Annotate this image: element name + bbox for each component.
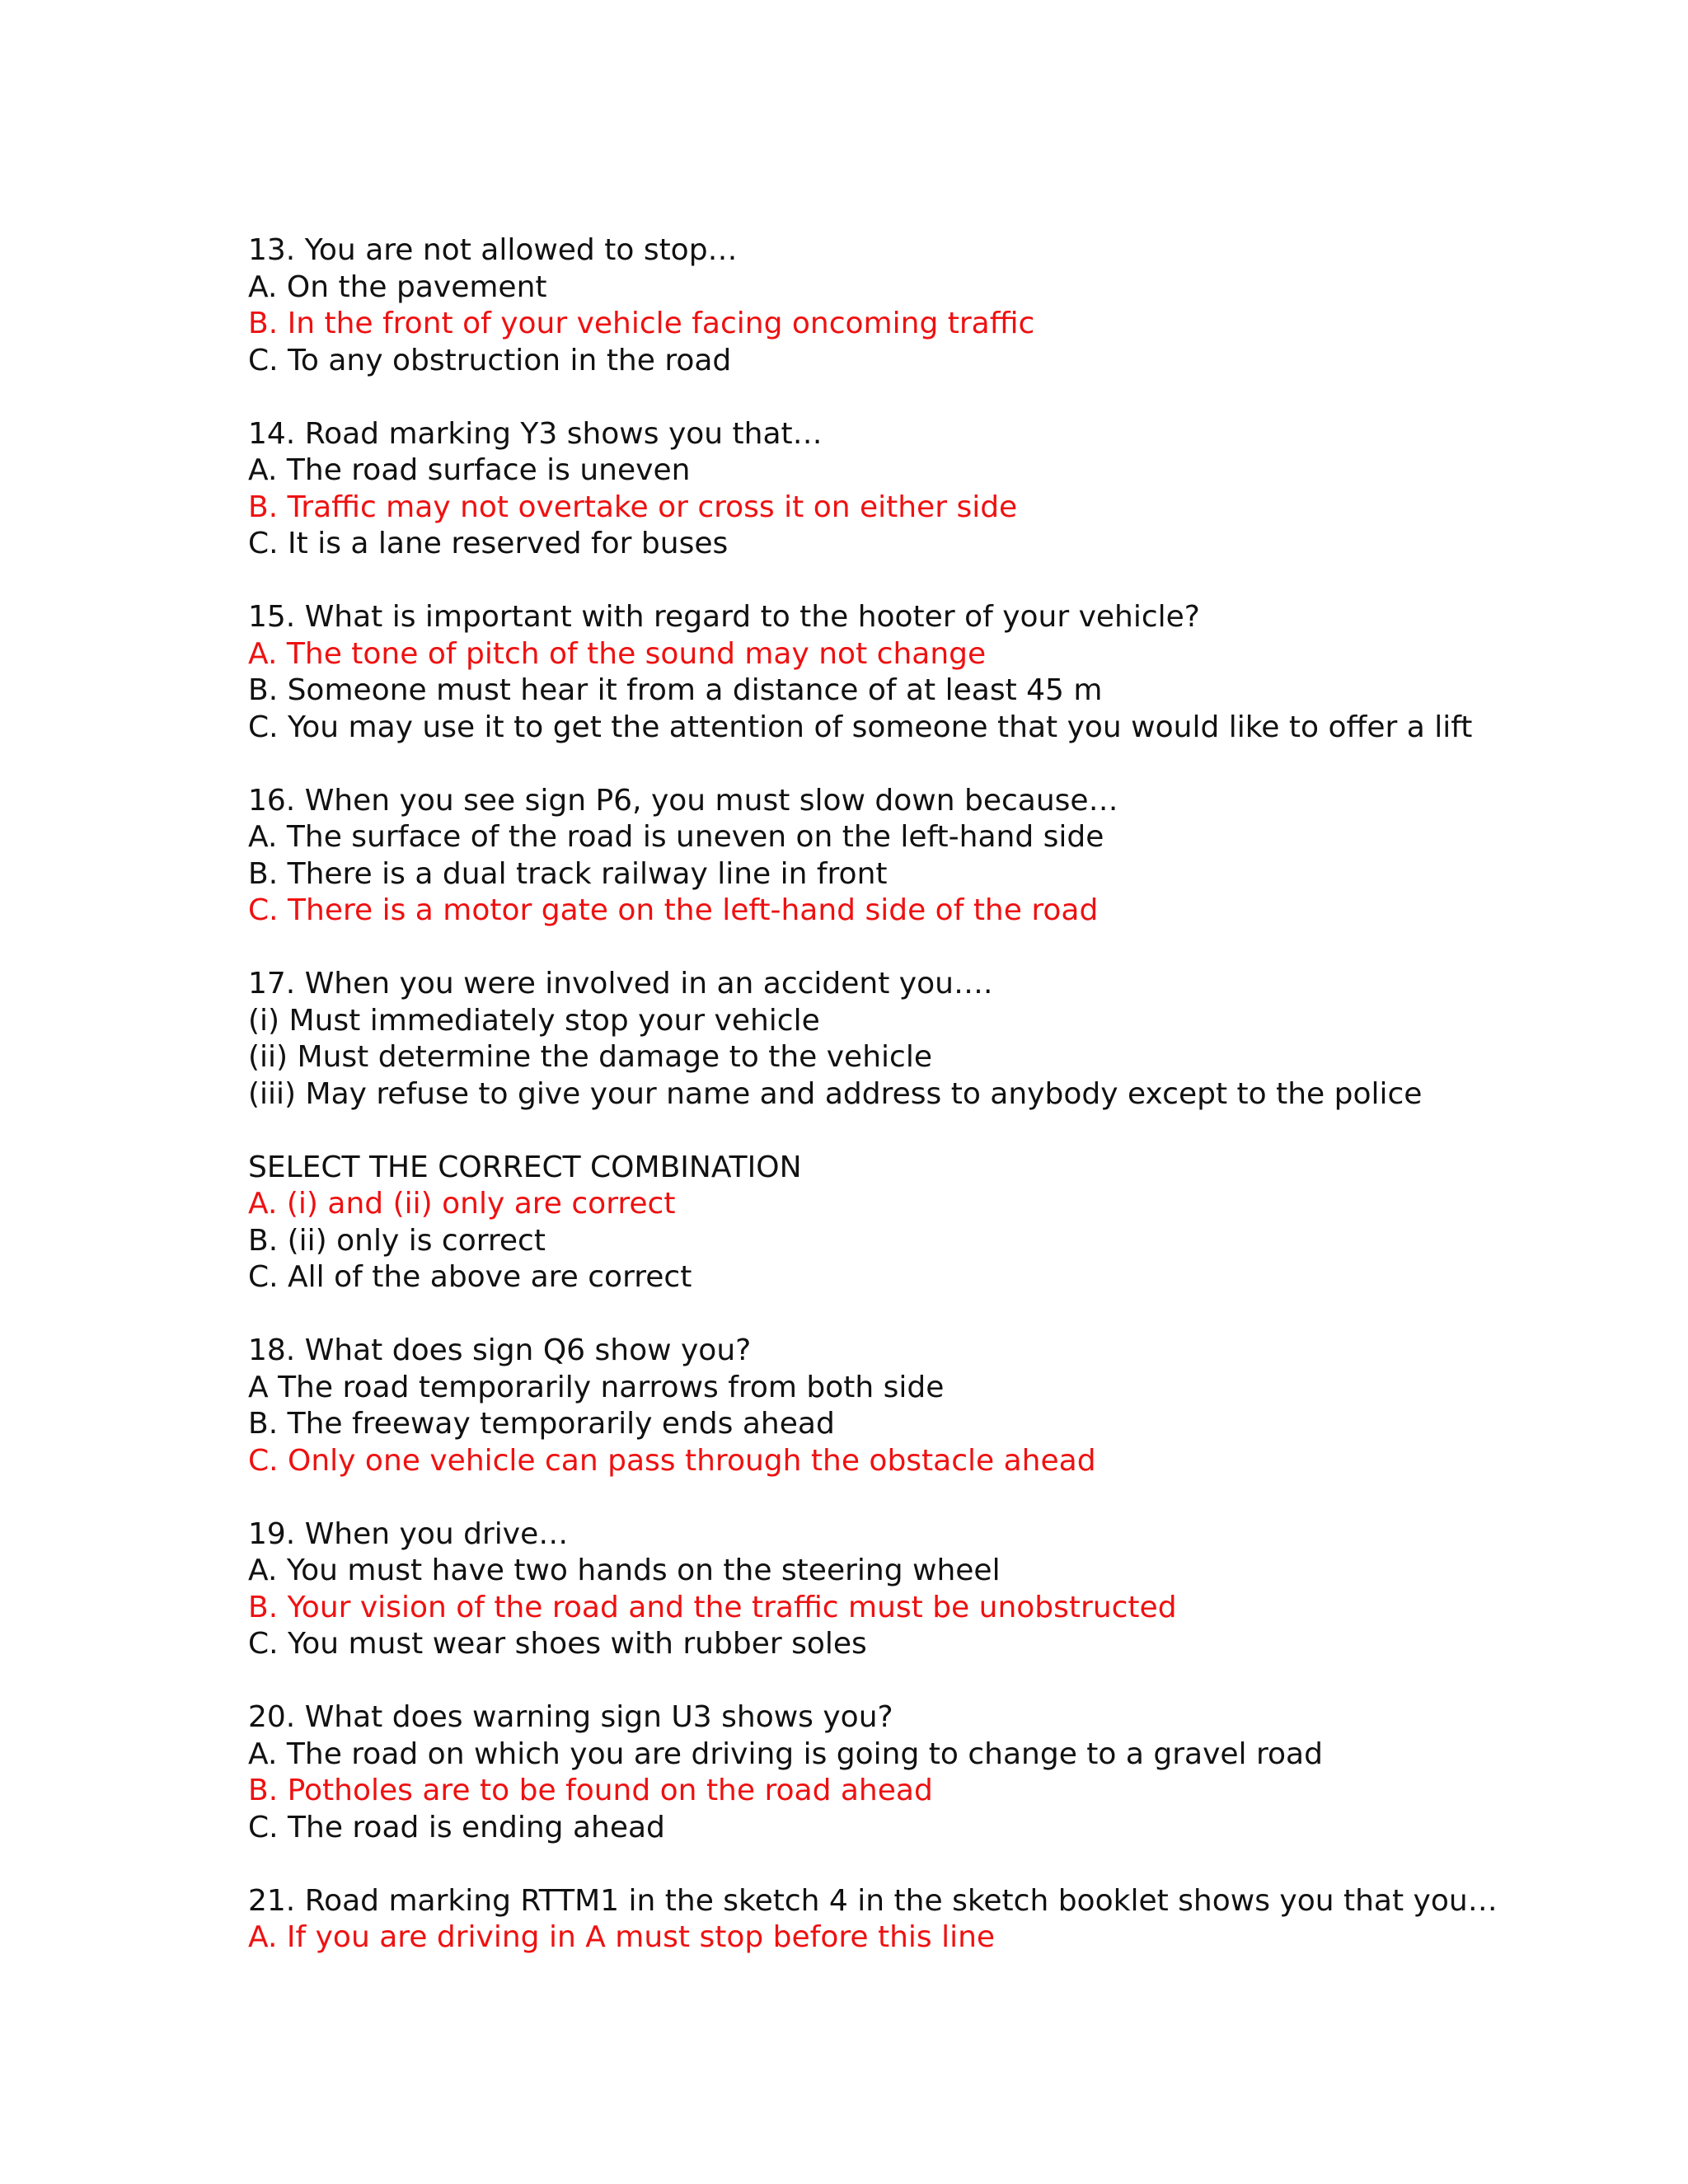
question-text: 21. Road marking RTTM1 in the sketch 4 in the sketch booklet shows you that you…	[248, 1883, 1498, 1918]
question-document	[248, 232, 1649, 1993]
question-text: 20. What does warning sign U3 shows you?	[248, 1700, 893, 1734]
answer-option: B. There is a dual track railway line in front	[248, 856, 888, 891]
answer-option: C. To any obstruction in the road	[248, 343, 732, 377]
question-text: 19. When you drive…	[248, 1516, 569, 1551]
answer-option: A. The road on which you are driving is going to change to a gravel road	[248, 1736, 1323, 1771]
answer-option: A. You must have two hands on the steering wheel	[248, 1554, 1001, 1587]
answer-option: A. The road surface is uneven	[248, 453, 691, 487]
question-block	[248, 1699, 1649, 1846]
correct-answer-option: A. (i) and (ii) only are correct	[248, 1187, 676, 1221]
correct-answer-option: B. Traffic may not overtake or cross it on either side	[248, 490, 1018, 524]
correct-answer-option: B. In the front of your vehicle facing oncoming traffic	[248, 307, 1035, 340]
answer-option: B. Someone must hear it from a distance of at least 45 m	[248, 673, 1103, 707]
answer-option: C. The road is ending ahead	[248, 1810, 665, 1844]
question-block	[248, 1150, 1649, 1296]
question-text: 13. You are not allowed to stop…	[248, 233, 738, 267]
correct-answer-option: A. The tone of pitch of the sound may not change	[248, 636, 987, 671]
correct-answer-option: A. If you are driving in A must stop before this line	[248, 1920, 996, 1954]
question-text: 14. Road marking Y3 shows you that…	[248, 416, 823, 451]
question-text: 15. What is important with regard to the hooter of your vehicle?	[248, 600, 1200, 634]
answer-option: (iii) May refuse to give your name and address to anybody except to the police	[248, 1076, 1423, 1111]
answer-option: B. (ii) only is correct	[248, 1223, 546, 1258]
question-block	[248, 1516, 1649, 1663]
answer-option: (ii) Must determine the damage to the vehicle	[248, 1040, 932, 1074]
answer-option: (i) Must immediately stop your vehicle	[248, 1003, 820, 1038]
correct-answer-option: B. Your vision of the road and the traffic must be unobstructed	[248, 1590, 1177, 1624]
answer-option: C. It is a lane reserved for buses	[248, 527, 729, 560]
answer-option: B. The freeway temporarily ends ahead	[248, 1407, 835, 1441]
question-block	[248, 966, 1649, 1113]
question-block	[248, 599, 1649, 746]
question-block	[248, 1333, 1649, 1479]
answer-option: C. All of the above are correct	[248, 1260, 692, 1294]
correct-answer-option: B. Potholes are to be found on the road ahead	[248, 1774, 933, 1807]
question-text: 17. When you were involved in an accident you….	[248, 967, 993, 1001]
answer-option: A. On the pavement	[248, 269, 547, 304]
correct-answer-option: C. Only one vehicle can pass through the obstacle ahead	[248, 1443, 1096, 1478]
question-block	[248, 1883, 1649, 1957]
question-block	[248, 783, 1649, 930]
answer-option: C. You must wear shoes with rubber soles	[248, 1627, 867, 1661]
answer-option: C. You may use it to get the attention of someone that you would like to offer a lift	[248, 710, 1473, 744]
question-text: 16. When you see sign P6, you must slow down because…	[248, 783, 1118, 818]
question-block	[248, 416, 1649, 563]
question-text: 18. What does sign Q6 show you?	[248, 1333, 752, 1367]
answer-option: A The road temporarily narrows from both side	[248, 1370, 945, 1404]
question-block	[248, 232, 1649, 379]
correct-answer-option: C. There is a motor gate on the left-hand side of the road	[248, 893, 1099, 927]
question-text: SELECT THE CORRECT COMBINATION	[248, 1150, 802, 1184]
answer-option: A. The surface of the road is uneven on the left-hand side	[248, 820, 1104, 854]
